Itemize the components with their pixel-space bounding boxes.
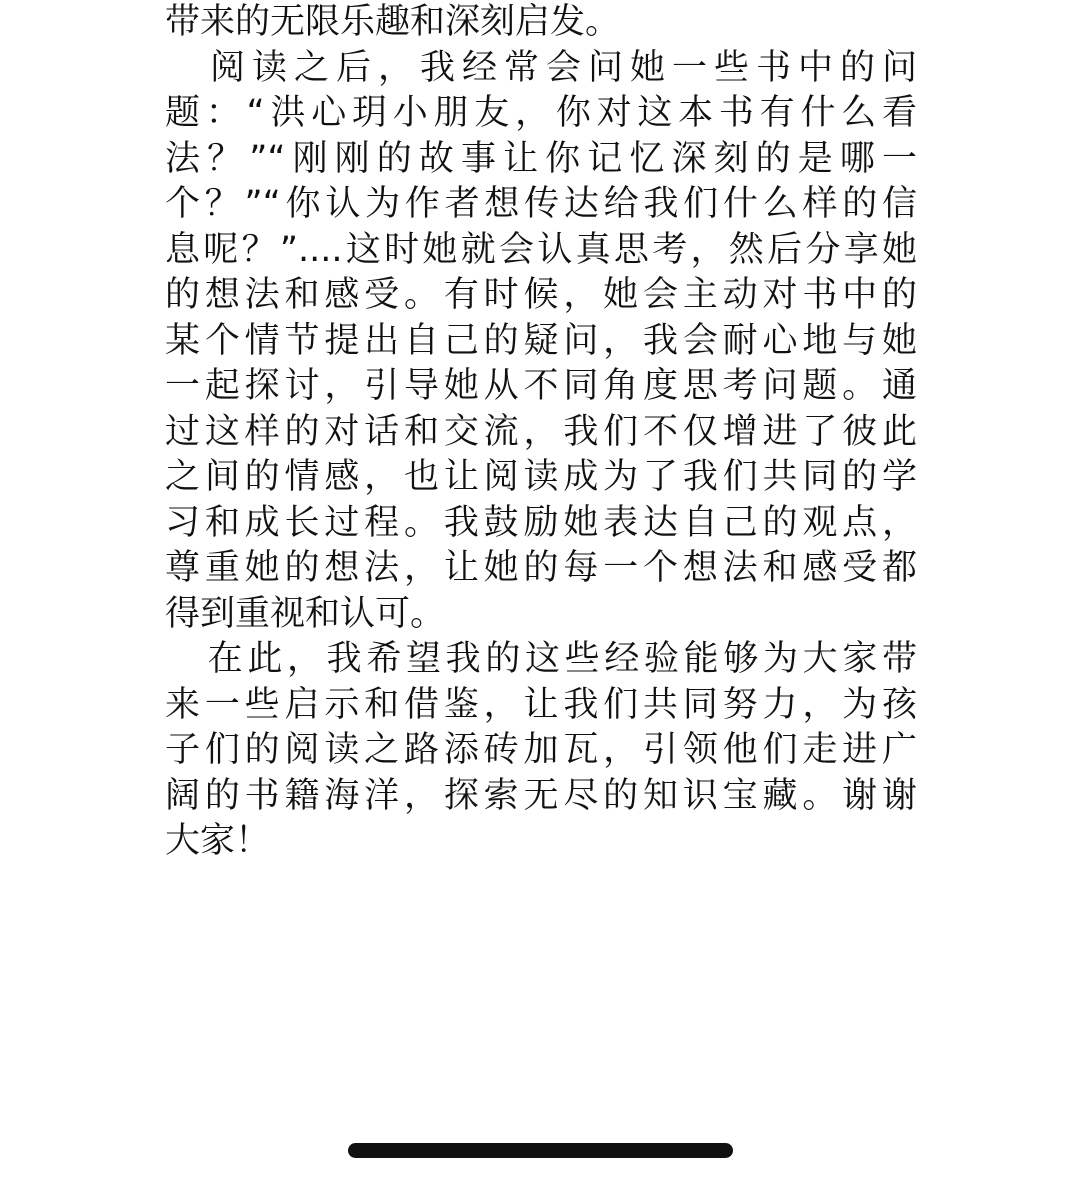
text-line-2-content: 阅读之后，我经常会问她一些书中的问 (203, 47, 917, 88)
text-line-11: 之间的情感，也让阅读成为了我们共同的学 (165, 457, 917, 497)
text-line-5: 个？”“你认为作者想传达给我们什么样的信 (165, 184, 917, 224)
text-line-2 (165, 46, 917, 92)
text-line-14: 得到重视和认可。 (165, 593, 446, 634)
text-line-18: 阔的书籍海洋，探索无尽的知识宝藏。谢谢 (165, 775, 917, 816)
text-line-15 (165, 637, 917, 683)
article-body (165, 0, 917, 865)
text-line-3: 题：“洪心玥小朋友，你对这本书有什么看 (165, 93, 917, 133)
text-line-1: 带来的无限乐趣和深刻启发。 (165, 2, 621, 42)
text-line-10: 过这样的对话和交流，我们不仅增进了彼此 (165, 411, 917, 452)
home-indicator-bar[interactable] (348, 1143, 733, 1158)
text-line-9: 一起探讨，引导她从不同角度思考问题。通 (165, 366, 917, 406)
text-line-6: 息呢？”....这时她就会认真思考，然后分享她 (165, 229, 917, 270)
text-line-16: 来一些启示和借鉴，让我们共同努力，为孩 (165, 684, 917, 725)
text-line-4: 法？”“刚刚的故事让你记忆深刻的是哪一 (165, 138, 917, 179)
text-line-17: 子们的阅读之路添砖加瓦，引领他们走进广 (165, 730, 917, 770)
text-line-12: 习和成长过程。我鼓励她表达自己的观点， (165, 502, 917, 543)
text-line-8: 某个情节提出自己的疑问，我会耐心地与她 (165, 320, 917, 361)
text-line-13: 尊重她的想法，让她的每一个想法和感受都 (165, 548, 917, 588)
text-line-15-content: 在此，我希望我的这些经验能够为大家带 (203, 639, 917, 679)
text-line-19: 大家！ (165, 821, 271, 861)
text-line-7: 的想法和感受。有时候，她会主动对书中的 (165, 275, 917, 315)
